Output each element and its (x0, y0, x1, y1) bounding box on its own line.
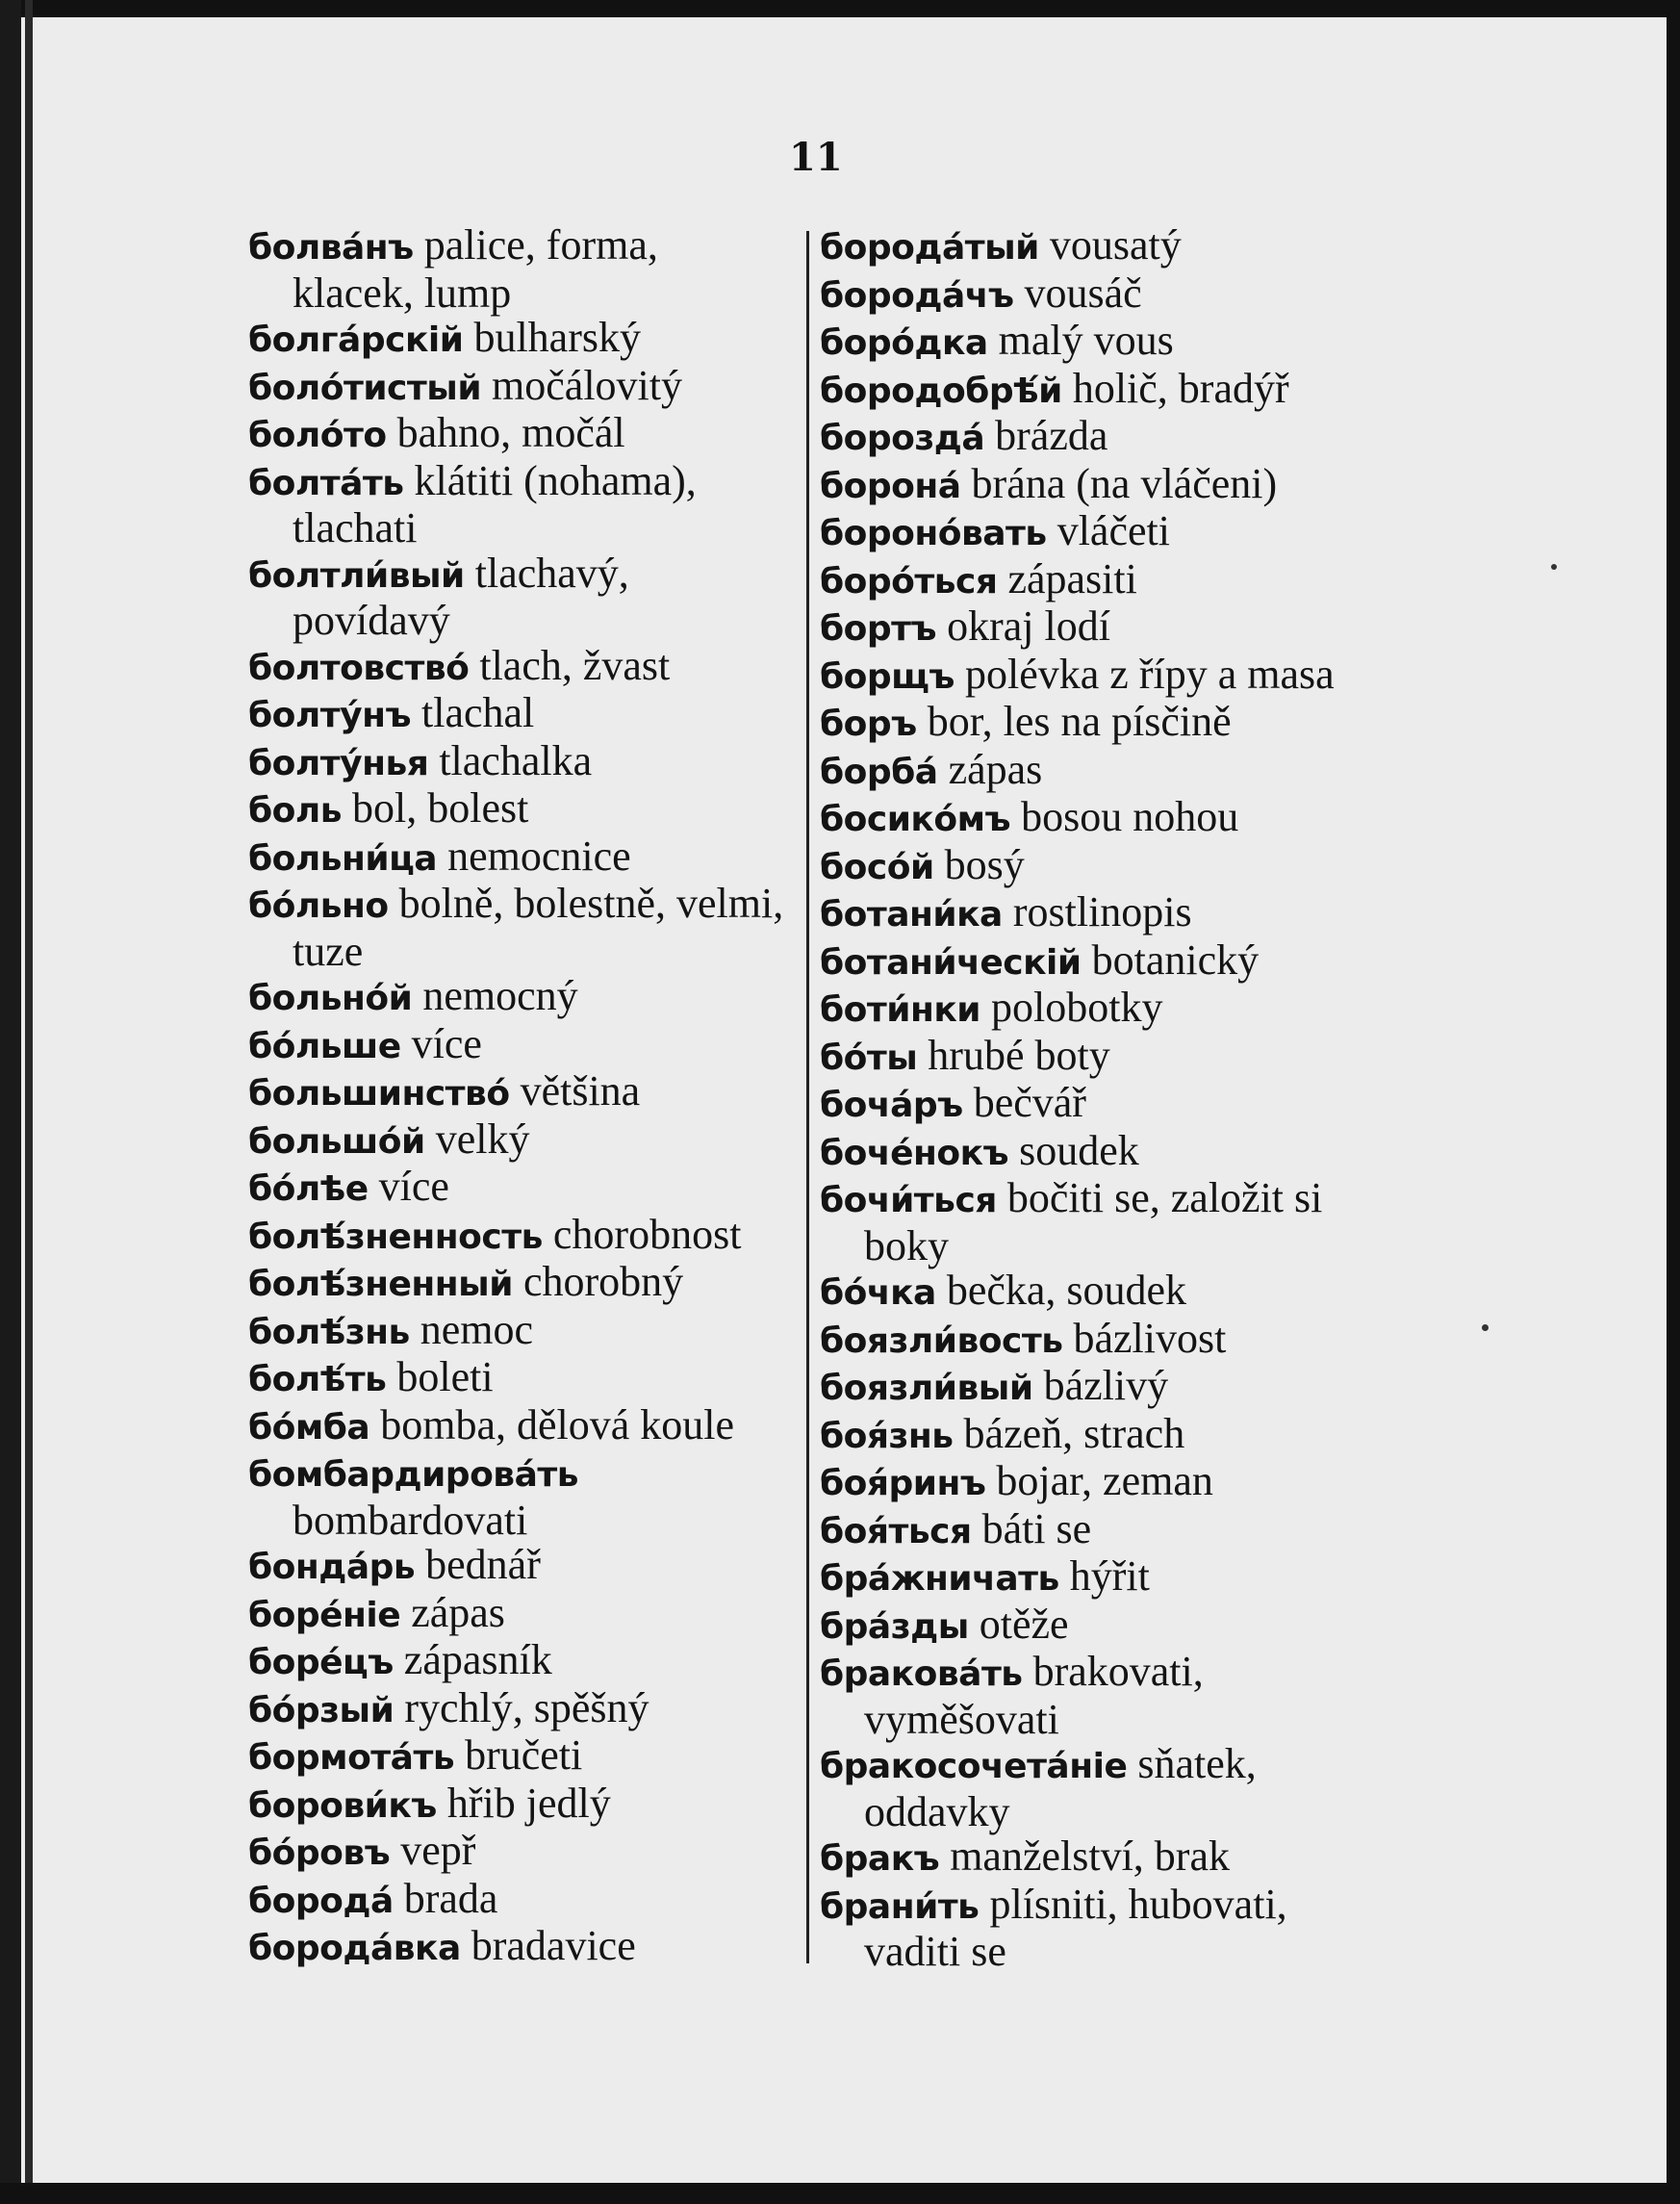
definition: plísniti, hubovati, vaditi se (864, 1880, 1287, 1975)
definition: bočiti se, založit si boky (864, 1174, 1323, 1269)
headword: босико́мъ (820, 800, 1011, 839)
headword: боре́ніе (248, 1595, 401, 1635)
dictionary-entry (820, 1176, 1359, 1269)
definition: tlachalka (439, 736, 593, 784)
definition: bečka, soudek (946, 1267, 1187, 1314)
headword: бороно́вать (820, 514, 1047, 553)
definition: hrubé boty (928, 1031, 1110, 1079)
dictionary-entry (248, 316, 787, 364)
headword: бортъ (820, 609, 937, 649)
dictionary-entry (248, 1924, 787, 1972)
headword: босо́й (820, 847, 934, 887)
dictionary-entry (820, 650, 1359, 701)
definition: manželství, brak (950, 1832, 1230, 1880)
definition: polévka z řípy a masa (965, 650, 1335, 698)
dictionary-entry (248, 882, 787, 974)
definition: zápas (411, 1588, 505, 1636)
headword: борода́чъ (820, 275, 1014, 316)
definition: bol, bolest (352, 784, 529, 832)
dictionary-entry (248, 1305, 787, 1356)
dictionary-entry (248, 1733, 787, 1781)
definition: holič, bradýř (1072, 364, 1289, 412)
headword: боязли́вость (820, 1320, 1063, 1361)
definition: báti se (981, 1504, 1092, 1552)
dictionary-entry (820, 414, 1359, 462)
headword: бо́ты (820, 1038, 918, 1078)
dictionary-entry (820, 1504, 1359, 1555)
dictionary-entry (820, 700, 1359, 748)
dictionary-entry (248, 411, 787, 459)
headword: бочи́ться (820, 1181, 997, 1220)
dictionary-entry (248, 1400, 787, 1451)
definition: tlach, žvast (479, 641, 671, 689)
headword: брани́ть (820, 1886, 980, 1927)
definition: bulharský (473, 314, 641, 361)
dictionary-entry (248, 1829, 787, 1877)
definition: vousatý (1049, 221, 1182, 269)
dictionary-entry (820, 319, 1359, 367)
definition: vláčeti (1056, 507, 1170, 554)
definition: klátiti (nohama), tlachati (293, 456, 697, 551)
page-number: 11 (789, 135, 843, 180)
headword: болѣ́ть (248, 1360, 387, 1399)
definition: palice, forma, klacek, lump (293, 221, 658, 317)
dictionary-entry (820, 1880, 1359, 1975)
dictionary-entry (248, 1543, 787, 1591)
definition: více (378, 1163, 449, 1210)
speck (1551, 564, 1557, 570)
headword: борба́ (820, 752, 938, 792)
definition: vousáč (1024, 269, 1142, 317)
dictionary-entry (820, 745, 1359, 796)
headword: бо́льно (248, 886, 389, 926)
headword: большо́й (248, 1121, 425, 1162)
dictionary-entry (248, 691, 787, 739)
definition: více (411, 1019, 482, 1067)
headword: боча́ръ (820, 1086, 963, 1125)
headword: болтли́вый (248, 555, 465, 596)
definition: rychlý, spěšný (404, 1683, 649, 1731)
headword: борода́ (248, 1881, 394, 1921)
dictionary-entry (248, 1019, 787, 1070)
dictionary-entry (248, 361, 787, 412)
dictionary-entry (820, 271, 1359, 320)
definition: bojar, zeman (996, 1457, 1213, 1504)
dictionary-entry (248, 223, 787, 316)
headword: бонда́рь (248, 1548, 416, 1587)
headword: борода́тый (820, 228, 1039, 268)
dictionary-entry (248, 1450, 787, 1543)
definition: botanický (1091, 935, 1260, 984)
definition: bečvář (973, 1079, 1086, 1126)
headword: болту́нъ (248, 696, 411, 735)
definition: nemocnice (447, 832, 631, 880)
dictionary-entry (820, 1126, 1359, 1177)
headword: бормота́ть (248, 1738, 455, 1778)
headword: борозда́ (820, 419, 985, 458)
headword: боре́цъ (248, 1643, 394, 1682)
headword: боро́дка (820, 323, 988, 363)
headword: болѣ́зненный (248, 1265, 513, 1304)
definition: boleti (396, 1353, 494, 1400)
dictionary-entry (248, 1588, 787, 1639)
headword: болтовство́ (248, 648, 470, 688)
dictionary-entry (248, 736, 787, 787)
definition: tlachavý, povídavý (293, 549, 629, 644)
dictionary-entry (248, 1260, 787, 1308)
dictionary-entry (248, 1781, 787, 1830)
headword: боя́ринъ (820, 1464, 986, 1503)
definition: soudek (1019, 1126, 1139, 1174)
dictionary-entry (820, 1459, 1359, 1507)
dictionary-entry (248, 1117, 787, 1166)
scan-border-top (0, 0, 1680, 17)
definition: nemoc (420, 1305, 534, 1353)
headword: бо́ровъ (248, 1833, 391, 1873)
definition: bomba, dělová koule (380, 1400, 735, 1448)
right-column (820, 223, 1359, 1975)
dictionary-entry (248, 1355, 787, 1403)
definition: bosý (944, 840, 1025, 888)
dictionary-entry (820, 604, 1359, 653)
headword: боро́ться (820, 561, 998, 602)
dictionary-entry (820, 1409, 1359, 1460)
definition: bor, les na písčině (927, 698, 1232, 745)
headword: боя́ться (820, 1511, 972, 1551)
headword: бракова́ть (820, 1654, 1023, 1694)
dictionary-entry (248, 641, 787, 692)
definition: malý vous (998, 317, 1174, 364)
headword: бородобрѣ́й (820, 371, 1062, 411)
headword: борови́къ (248, 1785, 437, 1826)
definition: sňatek, oddavky (864, 1740, 1257, 1835)
headword: бракосочета́ніе (820, 1747, 1128, 1786)
headword: болта́ть (248, 463, 404, 503)
definition: bázlivost (1073, 1314, 1227, 1362)
headword: болѣ́зненность (248, 1217, 543, 1257)
dictionary-entry (248, 974, 787, 1022)
headword: бо́рзый (248, 1690, 395, 1730)
definition: polobotky (991, 984, 1163, 1031)
dictionary-entry (820, 1364, 1359, 1412)
headword: боче́нокъ (820, 1133, 1009, 1173)
definition: zápas (948, 745, 1043, 793)
headword: бо́лѣе (248, 1169, 369, 1209)
dictionary-entry (820, 459, 1359, 510)
dictionary-entry (820, 1269, 1359, 1317)
dictionary-entry (820, 1650, 1359, 1742)
headword: болту́нья (248, 743, 429, 783)
dictionary-entry (820, 1314, 1359, 1365)
definition: zápasník (403, 1636, 552, 1683)
definition: bradavice (471, 1922, 636, 1969)
definition: hýřit (1069, 1552, 1150, 1600)
scan-binding-edge (25, 0, 33, 2204)
dictionary-entry (248, 834, 787, 883)
speck (1482, 1324, 1489, 1331)
dictionary-entry (248, 1683, 787, 1734)
dictionary-entry (820, 890, 1359, 938)
headword: боль (248, 791, 342, 831)
definition: bolně, bolestně, velmi, tuze (293, 880, 784, 975)
dictionary-entry (820, 840, 1359, 891)
definition: otěže (979, 1600, 1069, 1648)
definition: vepř (400, 1827, 476, 1874)
definition: velký (435, 1115, 530, 1163)
headword: ботани́ческій (820, 942, 1082, 983)
definition: většina (520, 1067, 641, 1115)
definition: brada (403, 1874, 498, 1922)
headword: борода́вка (248, 1929, 461, 1968)
definition: bázeň, strach (963, 1409, 1185, 1457)
dictionary-entry (820, 509, 1359, 557)
dictionary-entry (820, 1742, 1359, 1834)
dictionary-entry (820, 223, 1359, 271)
definition: chorobnost (552, 1210, 742, 1258)
definition: hřib jedlý (446, 1779, 611, 1827)
dictionary-entry (820, 935, 1359, 987)
definition: tlachal (421, 689, 535, 736)
scan-border-right (1667, 0, 1680, 2204)
headword: ботани́ка (820, 895, 1003, 935)
definition: močálovitý (492, 361, 683, 409)
headword: боти́нки (820, 990, 980, 1030)
headword: бо́мба (248, 1407, 370, 1448)
definition: okraj lodí (947, 602, 1110, 650)
dictionary-entry (820, 795, 1359, 843)
headword: большинство́ (248, 1074, 510, 1114)
headword: бра́жничать (820, 1559, 1059, 1599)
scan-border-left (0, 0, 21, 2204)
dictionary-entry (820, 986, 1359, 1034)
definition: brakovati, vyměšovati (864, 1648, 1204, 1743)
headword: болга́рскій (248, 320, 464, 360)
dictionary-entry (248, 1210, 787, 1261)
dictionary-entry (820, 554, 1359, 605)
definition: zápasiti (1007, 554, 1137, 602)
headword: боръ (820, 705, 917, 744)
definition: bombardovati (293, 1496, 528, 1544)
definition: rostlinopis (1012, 888, 1192, 935)
headword: боло́то (248, 416, 387, 455)
headword: борщъ (820, 656, 955, 697)
dictionary-entry (820, 364, 1359, 415)
dictionary-entry (248, 1638, 787, 1686)
definition: bednář (425, 1541, 541, 1588)
headword: боя́знь (820, 1416, 954, 1456)
dictionary-entry (248, 786, 787, 834)
dictionary-entry (820, 1554, 1359, 1602)
headword: борона́ (820, 466, 961, 506)
definition: brázda (995, 412, 1108, 459)
headword: болѣ́знь (248, 1312, 410, 1352)
scan-border-bottom (0, 2183, 1680, 2204)
headword: боло́тистый (248, 368, 482, 408)
definition: bručeti (465, 1731, 583, 1779)
headword: больни́ца (248, 838, 438, 879)
headword: больно́й (248, 979, 413, 1018)
dictionary-entry (248, 1165, 787, 1213)
headword: бо́чка (820, 1273, 936, 1313)
headword: боязли́вый (820, 1369, 1033, 1408)
dictionary-entry (820, 1602, 1359, 1651)
dictionary-entry (820, 1834, 1359, 1883)
headword: бомбардирова́ть (248, 1455, 578, 1495)
dictionary-entry (248, 551, 787, 644)
definition: bosou nohou (1021, 793, 1239, 840)
definition: bahno, močál (396, 409, 625, 456)
dictionary-entry (248, 1874, 787, 1925)
headword: бра́зды (820, 1606, 969, 1647)
headword: болва́нъ (248, 228, 414, 268)
dictionary-entry (248, 1069, 787, 1117)
column-divider (806, 231, 809, 1963)
dictionary-entry (820, 1031, 1359, 1082)
dictionary-entry (248, 456, 787, 551)
left-column (248, 223, 787, 1972)
headword: бо́льше (248, 1026, 401, 1066)
headword: бракъ (820, 1839, 940, 1879)
definition: brána (na vláčeni) (971, 459, 1278, 507)
definition: chorobný (522, 1258, 684, 1305)
dictionary-entry (820, 1081, 1359, 1129)
definition: nemocný (422, 972, 578, 1019)
definition: bázlivý (1043, 1362, 1169, 1409)
